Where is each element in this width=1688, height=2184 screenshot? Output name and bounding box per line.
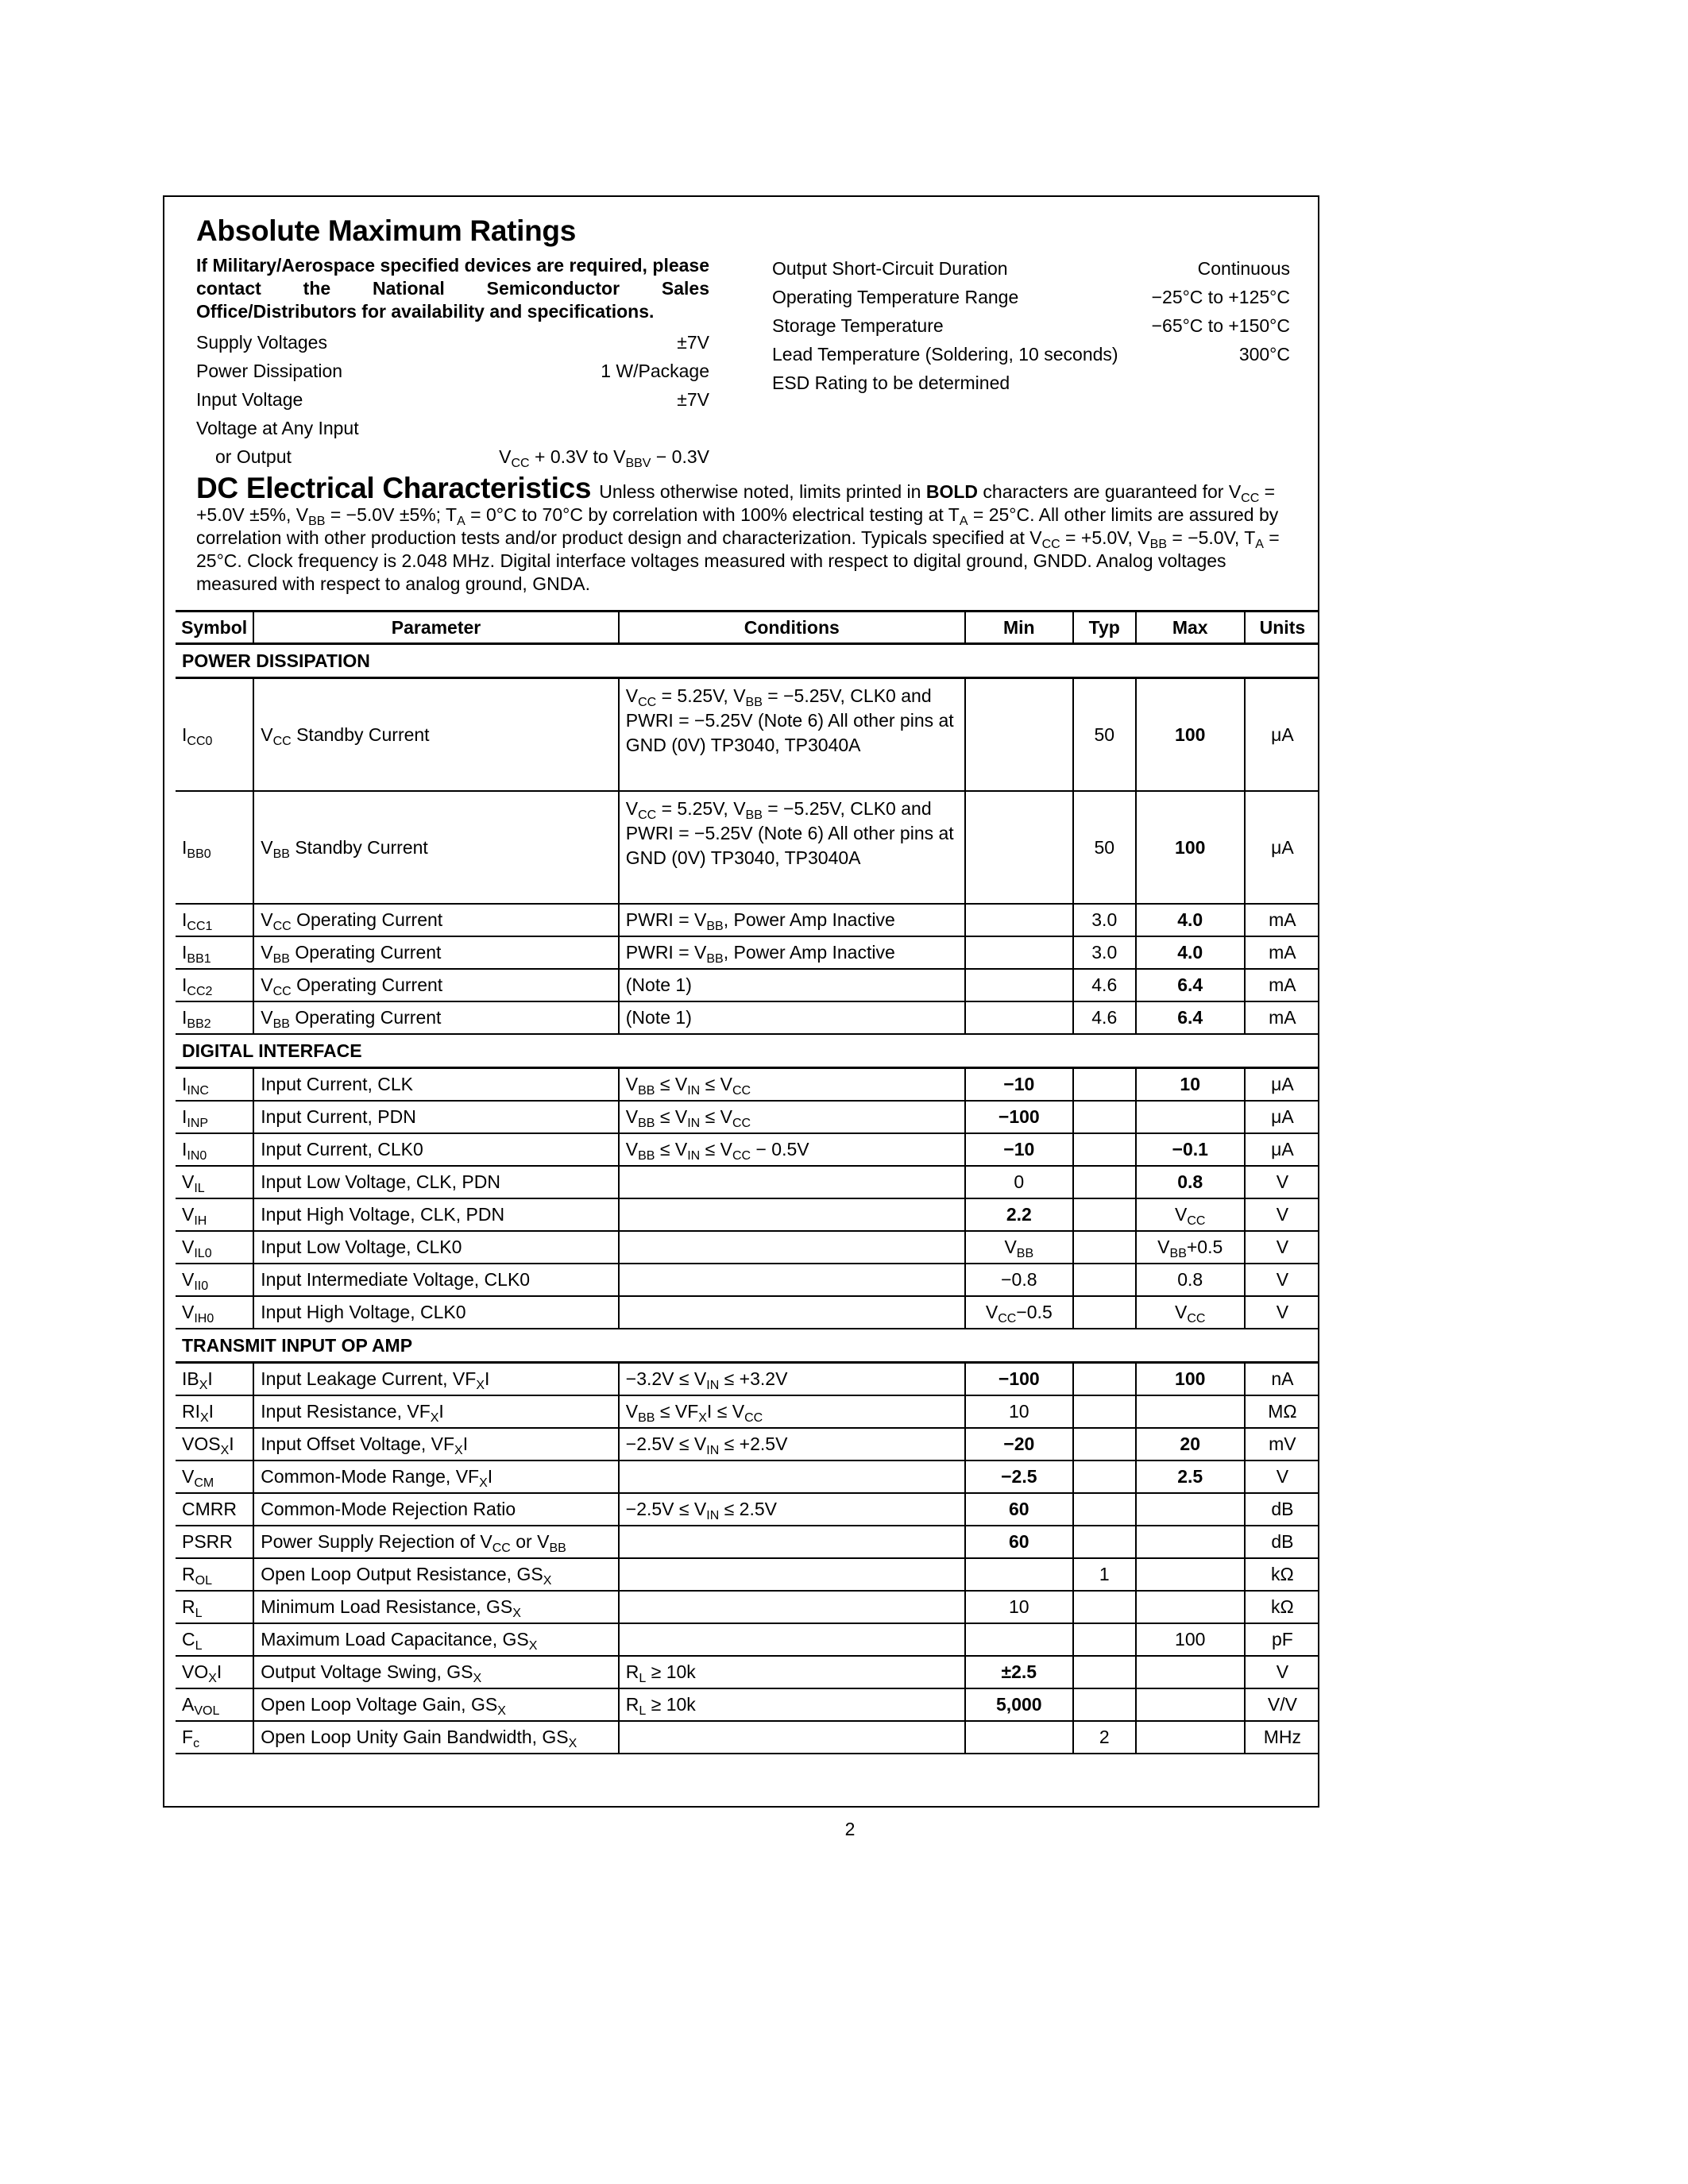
table-row (176, 1198, 1319, 1231)
min-cell (965, 1721, 1073, 1754)
units-cell: V (1245, 1264, 1319, 1296)
conditions-cell: PWRI = $V_{BB}$, Power Amp Inactive (619, 904, 965, 936)
units-cell: mA (1245, 1001, 1319, 1034)
parameter-cell: $V_{CC}$ Operating Current (253, 904, 619, 936)
units-cell: V (1245, 1198, 1319, 1231)
min-cell (965, 1001, 1073, 1034)
max-cell (1136, 1558, 1245, 1591)
dc-intro-block (196, 472, 1304, 596)
abs-right-value: −65°C to +150°C (1151, 315, 1290, 336)
symbol-cell: PSRR (176, 1526, 253, 1558)
typ-cell (1073, 1296, 1136, 1329)
conditions-cell (619, 1526, 965, 1558)
abs-left-value: ±7V (677, 332, 709, 353)
max-cell (1136, 1591, 1245, 1623)
table-body (176, 644, 1319, 1754)
min-cell (965, 969, 1073, 1001)
header-symbol: Symbol (176, 612, 253, 644)
parameter-cell: Input Current, PDN (253, 1101, 619, 1133)
units-cell: V (1245, 1461, 1319, 1493)
abs-left-row (196, 357, 709, 385)
typ-cell: 3.0 (1073, 904, 1136, 936)
min-cell (965, 936, 1073, 969)
typ-cell: 1 (1073, 1558, 1136, 1591)
units-cell: V (1245, 1296, 1319, 1329)
parameter-cell: Input Low Voltage, CLK0 (253, 1231, 619, 1264)
typ-cell (1073, 1688, 1136, 1721)
abs-max-left-column (196, 254, 709, 471)
header-units: Units (1245, 612, 1319, 644)
units-cell: MHz (1245, 1721, 1319, 1754)
min-cell: −10 (965, 1133, 1073, 1166)
min-cell: 60 (965, 1526, 1073, 1558)
conditions-cell: $R_L \ge 10k$ (619, 1656, 965, 1688)
typ-cell: 3.0 (1073, 936, 1136, 969)
parameter-cell: $V_{BB}$ Operating Current (253, 1001, 619, 1034)
parameter-cell: $V_{BB}$ Operating Current (253, 936, 619, 969)
conditions-cell (619, 1198, 965, 1231)
parameter-cell: Minimum Load Resistance, $GS_X$ (253, 1591, 619, 1623)
symbol-cell: $I_{BB2}$ (176, 1001, 253, 1034)
symbol-cell: $R_{OL}$ (176, 1558, 253, 1591)
max-cell (1136, 1526, 1245, 1558)
min-cell: −10 (965, 1068, 1073, 1102)
typ-cell (1073, 1461, 1136, 1493)
typ-cell (1073, 1133, 1136, 1166)
units-cell: pF (1245, 1623, 1319, 1656)
symbol-cell: $IB_XI$ (176, 1363, 253, 1396)
max-cell (1136, 1721, 1245, 1754)
header-max: Max (1136, 612, 1245, 644)
min-cell: −2.5 (965, 1461, 1073, 1493)
abs-right-value: −25°C to +125°C (1151, 287, 1290, 307)
conditions-cell (619, 1591, 965, 1623)
typ-cell (1073, 1395, 1136, 1428)
units-cell: mA (1245, 904, 1319, 936)
abs-right-value: Continuous (1197, 258, 1290, 279)
abs-right-label: Operating Temperature Range (772, 287, 1019, 307)
min-cell (965, 1623, 1073, 1656)
conditions-cell (619, 1296, 965, 1329)
typ-cell: 50 (1073, 791, 1136, 904)
parameter-cell: Output Voltage Swing, $GS_X$ (253, 1656, 619, 1688)
table-row (176, 1296, 1319, 1329)
abs-left-value: 1 W/Package (601, 361, 709, 381)
table-row (176, 1721, 1319, 1754)
units-cell: V (1245, 1656, 1319, 1688)
abs-right-row (772, 340, 1290, 369)
table-row (176, 678, 1319, 792)
symbol-cell: $I_{BB1}$ (176, 936, 253, 969)
max-cell: 100 (1136, 678, 1245, 792)
parameter-cell: Open Loop Voltage Gain, $GS_X$ (253, 1688, 619, 1721)
table-row (176, 1526, 1319, 1558)
min-cell: 60 (965, 1493, 1073, 1526)
parameter-cell: Power Supply Rejection of $V_{CC}$ or $V_{BB}$ (253, 1526, 619, 1558)
parameter-cell: Input High Voltage, CLK, PDN (253, 1198, 619, 1231)
min-cell: −100 (965, 1363, 1073, 1396)
table-header-row (176, 612, 1319, 644)
table-row (176, 1395, 1319, 1428)
table-row (176, 1461, 1319, 1493)
max-cell: 4.0 (1136, 936, 1245, 969)
parameter-cell: Maximum Load Capacitance, $GS_X$ (253, 1623, 619, 1656)
max-cell (1136, 1656, 1245, 1688)
max-cell (1136, 1493, 1245, 1526)
typ-cell (1073, 1526, 1136, 1558)
table-row (176, 1558, 1319, 1591)
conditions-cell: $R_L \ge 10k$ (619, 1688, 965, 1721)
symbol-cell: $C_L$ (176, 1623, 253, 1656)
conditions-cell: $V_{CC} = 5.25V$, $V_{BB} = -5.25V$, CLK0 and PWRI = −5.25V (Note 6) All other pins at GND (0V) TP3040, TP3040A (619, 791, 965, 904)
header-typ: Typ (1073, 612, 1136, 644)
max-cell: −0.1 (1136, 1133, 1245, 1166)
document-frame (163, 195, 1319, 1808)
max-cell: 100 (1136, 1363, 1245, 1396)
symbol-cell: $A_{VOL}$ (176, 1688, 253, 1721)
abs-right-row (772, 254, 1290, 283)
units-cell: dB (1245, 1493, 1319, 1526)
symbol-cell: $V_{IL}$ (176, 1166, 253, 1198)
units-cell: kΩ (1245, 1558, 1319, 1591)
max-cell: 6.4 (1136, 1001, 1245, 1034)
section-row (176, 1034, 1319, 1068)
parameter-cell: Common-Mode Rejection Ratio (253, 1493, 619, 1526)
conditions-cell (619, 1264, 965, 1296)
abs-left-row (196, 385, 709, 414)
units-cell: μA (1245, 1101, 1319, 1133)
units-cell: μA (1245, 678, 1319, 792)
conditions-cell: $-2.5V \le V_{IN} \le +2.5V$ (619, 1428, 965, 1461)
symbol-cell: $I_{CC2}$ (176, 969, 253, 1001)
table-row (176, 1133, 1319, 1166)
units-cell: kΩ (1245, 1591, 1319, 1623)
symbol-cell: $R_L$ (176, 1591, 253, 1623)
conditions-cell (619, 1558, 965, 1591)
max-cell: $V_{CC}$ (1136, 1198, 1245, 1231)
abs-right-row (772, 283, 1290, 311)
page-number: 2 (844, 1819, 856, 1839)
table-row (176, 904, 1319, 936)
min-cell: 10 (965, 1591, 1073, 1623)
symbol-cell: $I_{INP}$ (176, 1101, 253, 1133)
conditions-cell: $V_{CC} = 5.25V$, $V_{BB} = -5.25V$, CLK0 and PWRI = −5.25V (Note 6) All other pins at GND (0V) TP3040, TP3040A (619, 678, 965, 792)
typ-cell (1073, 1231, 1136, 1264)
units-cell: V (1245, 1166, 1319, 1198)
abs-right-value: 300°C (1238, 344, 1290, 365)
conditions-cell: $V_{BB} \le VF_XI \le V_{CC}$ (619, 1395, 965, 1428)
max-cell (1136, 1395, 1245, 1428)
max-cell: $V_{CC}$ (1136, 1296, 1245, 1329)
typ-cell: 50 (1073, 678, 1136, 792)
section-row (176, 1329, 1319, 1363)
parameter-cell: Input Offset Voltage, $VF_XI$ (253, 1428, 619, 1461)
max-cell: $V_{BB}+0.5$ (1136, 1231, 1245, 1264)
table-row (176, 1068, 1319, 1102)
abs-left-label: Input Voltage (196, 389, 303, 410)
typ-cell: 4.6 (1073, 1001, 1136, 1034)
min-cell: 0 (965, 1166, 1073, 1198)
parameter-cell: Input High Voltage, CLK0 (253, 1296, 619, 1329)
typ-cell (1073, 1068, 1136, 1102)
abs-right-label: Output Short-Circuit Duration (772, 258, 1008, 279)
parameter-cell: Input Resistance, $VF_XI$ (253, 1395, 619, 1428)
table-row (176, 1428, 1319, 1461)
min-cell (965, 1558, 1073, 1591)
vin-label-2: or Output (215, 446, 292, 467)
conditions-cell (619, 1461, 965, 1493)
dc-characteristics-table (176, 610, 1319, 1754)
units-cell: μA (1245, 791, 1319, 904)
units-cell: mV (1245, 1428, 1319, 1461)
conditions-cell: $V_{BB} \le V_{IN} \le V_{CC}$ (619, 1101, 965, 1133)
dc-title: DC Electrical Characteristics (196, 472, 592, 504)
conditions-cell: $-2.5V \le V_{IN} \le 2.5V$ (619, 1493, 965, 1526)
symbol-cell: $VOS_XI$ (176, 1428, 253, 1461)
max-cell (1136, 1101, 1245, 1133)
units-cell: dB (1245, 1526, 1319, 1558)
parameter-cell: Input Low Voltage, CLK, PDN (253, 1166, 619, 1198)
parameter-cell: $V_{CC}$ Standby Current (253, 678, 619, 792)
conditions-cell: (Note 1) (619, 1001, 965, 1034)
typ-cell (1073, 1428, 1136, 1461)
max-cell: 100 (1136, 1623, 1245, 1656)
max-cell: 10 (1136, 1068, 1245, 1102)
abs-left-label: Supply Voltages (196, 332, 327, 353)
parameter-cell: Open Loop Output Resistance, $GS_X$ (253, 1558, 619, 1591)
units-cell: mA (1245, 936, 1319, 969)
units-cell: μA (1245, 1133, 1319, 1166)
table-row (176, 1001, 1319, 1034)
typ-cell: 4.6 (1073, 969, 1136, 1001)
section-title: TRANSMIT INPUT OP AMP (176, 1329, 1319, 1363)
typ-cell (1073, 1198, 1136, 1231)
min-cell: ±2.5 (965, 1656, 1073, 1688)
header-min: Min (965, 612, 1073, 644)
min-cell: 2.2 (965, 1198, 1073, 1231)
symbol-cell: $VO_XI$ (176, 1656, 253, 1688)
max-cell: 4.0 (1136, 904, 1245, 936)
max-cell: 2.5 (1136, 1461, 1245, 1493)
symbol-cell: $I_{BB0}$ (176, 791, 253, 904)
abs-left-row (196, 328, 709, 357)
typ-cell (1073, 1493, 1136, 1526)
min-cell (965, 904, 1073, 936)
typ-cell (1073, 1591, 1136, 1623)
table-row (176, 1101, 1319, 1133)
parameter-cell: Input Intermediate Voltage, CLK0 (253, 1264, 619, 1296)
parameter-cell: Input Current, CLK (253, 1068, 619, 1102)
typ-cell (1073, 1656, 1136, 1688)
abs-right-label: ESD Rating to be determined (772, 372, 1010, 393)
units-cell: V (1245, 1231, 1319, 1264)
symbol-cell: $V_{IH}$ (176, 1198, 253, 1231)
symbol-cell: $V_{II0}$ (176, 1264, 253, 1296)
conditions-cell (619, 1231, 965, 1264)
symbol-cell: $F_c$ (176, 1721, 253, 1754)
conditions-cell (619, 1721, 965, 1754)
parameter-cell: Common-Mode Range, $VF_XI$ (253, 1461, 619, 1493)
parameter-cell: $V_{BB}$ Standby Current (253, 791, 619, 904)
parameter-cell: Input Current, CLK0 (253, 1133, 619, 1166)
table-row (176, 1493, 1319, 1526)
max-cell: 100 (1136, 791, 1245, 904)
symbol-cell: $I_{CC1}$ (176, 904, 253, 936)
table-row (176, 791, 1319, 904)
vin-value: $V_{CC} + 0.3V$ to $V_{BBV} - 0.3V$ (499, 446, 709, 470)
abs-max-right-column (772, 254, 1290, 397)
section-title: DIGITAL INTERFACE (176, 1034, 1319, 1068)
section-row (176, 644, 1319, 678)
vin-row (196, 442, 709, 471)
header-parameter: Parameter (253, 612, 619, 644)
min-cell (965, 678, 1073, 792)
typ-cell: 2 (1073, 1721, 1136, 1754)
max-cell: 20 (1136, 1428, 1245, 1461)
conditions-cell (619, 1623, 965, 1656)
abs-right-row (772, 311, 1290, 340)
abs-right-row (772, 369, 1290, 397)
max-cell (1136, 1688, 1245, 1721)
military-notice: If Military/Aerospace specified devices are required, please contact the National Semiconductor Sales Office/Distributors for availability and specifications. (196, 255, 709, 322)
typ-cell (1073, 1264, 1136, 1296)
conditions-cell: $-3.2V \le V_{IN} \le +3.2V$ (619, 1363, 965, 1396)
abs-left-rows (196, 328, 709, 414)
header-conditions: Conditions (619, 612, 965, 644)
table-row (176, 1688, 1319, 1721)
table-row (176, 1231, 1319, 1264)
vin-label-1: Voltage at Any Input (196, 418, 359, 438)
abs-left-label: Power Dissipation (196, 361, 343, 381)
abs-right-label: Lead Temperature (Soldering, 10 seconds) (772, 344, 1118, 365)
min-cell: −100 (965, 1101, 1073, 1133)
conditions-cell (619, 1166, 965, 1198)
max-cell: 0.8 (1136, 1264, 1245, 1296)
min-cell: 10 (965, 1395, 1073, 1428)
abs-right-label: Storage Temperature (772, 315, 944, 336)
units-cell: mA (1245, 969, 1319, 1001)
typ-cell (1073, 1101, 1136, 1133)
abs-right-rows (772, 254, 1290, 397)
parameter-cell: $V_{CC}$ Operating Current (253, 969, 619, 1001)
symbol-cell: $V_{IH0}$ (176, 1296, 253, 1329)
table-row (176, 1591, 1319, 1623)
table-row (176, 1363, 1319, 1396)
conditions-cell: $V_{BB} \le V_{IN} \le V_{CC} - 0.5V$ (619, 1133, 965, 1166)
symbol-cell: $I_{IN0}$ (176, 1133, 253, 1166)
section-title: POWER DISSIPATION (176, 644, 1319, 678)
min-cell: $V_{BB}$ (965, 1231, 1073, 1264)
conditions-cell: PWRI = $V_{BB}$, Power Amp Inactive (619, 936, 965, 969)
symbol-cell: $I_{INC}$ (176, 1068, 253, 1102)
table-row (176, 1166, 1319, 1198)
table-row (176, 936, 1319, 969)
conditions-cell: (Note 1) (619, 969, 965, 1001)
symbol-cell: $RI_XI$ (176, 1395, 253, 1428)
units-cell: MΩ (1245, 1395, 1319, 1428)
typ-cell (1073, 1166, 1136, 1198)
symbol-cell: $I_{CC0}$ (176, 678, 253, 792)
parameter-cell: Open Loop Unity Gain Bandwidth, $GS_X$ (253, 1721, 619, 1754)
symbol-cell: $V_{CM}$ (176, 1461, 253, 1493)
units-cell: V/V (1245, 1688, 1319, 1721)
abs-max-title: Absolute Maximum Ratings (196, 214, 576, 247)
table-row (176, 969, 1319, 1001)
conditions-cell: $V_{BB} \le V_{IN} \le V_{CC}$ (619, 1068, 965, 1102)
min-cell: −20 (965, 1428, 1073, 1461)
max-cell: 6.4 (1136, 969, 1245, 1001)
symbol-cell: CMRR (176, 1493, 253, 1526)
table-row (176, 1656, 1319, 1688)
min-cell (965, 791, 1073, 904)
abs-left-value: ±7V (677, 389, 709, 410)
min-cell: $V_{CC}-0.5$ (965, 1296, 1073, 1329)
min-cell: 5,000 (965, 1688, 1073, 1721)
dc-intro-text: Unless otherwise noted, limits printed in BOLD characters are guaranteed for $V_{CC} = +5.0V \pm 5\%$, $V_{BB} = -5.0V \pm 5\%$; $T_A = 0^\circ C$ to 70°C by correlation with 100% electrical testing at $T_A = 25^\circ C$. All other limits are assured by correlation with other production tests and/or product design and characterization. Typicals specified at $V_{CC} = +5.0V$, $V_{BB} = -5.0V$, $T_A = 25^\circ C$. Clock frequency is 2.048 MHz. Digital interface voltages measured with respect to digital ground, GNDD. Analog voltages measured with respect to analog ground, GNDA. (196, 481, 1280, 594)
table-row (176, 1264, 1319, 1296)
symbol-cell: $V_{IL0}$ (176, 1231, 253, 1264)
parameter-cell: Input Leakage Current, $VF_XI$ (253, 1363, 619, 1396)
table-row (176, 1623, 1319, 1656)
units-cell: μA (1245, 1068, 1319, 1102)
typ-cell (1073, 1623, 1136, 1656)
units-cell: nA (1245, 1363, 1319, 1396)
min-cell: −0.8 (965, 1264, 1073, 1296)
typ-cell (1073, 1363, 1136, 1396)
max-cell: 0.8 (1136, 1166, 1245, 1198)
